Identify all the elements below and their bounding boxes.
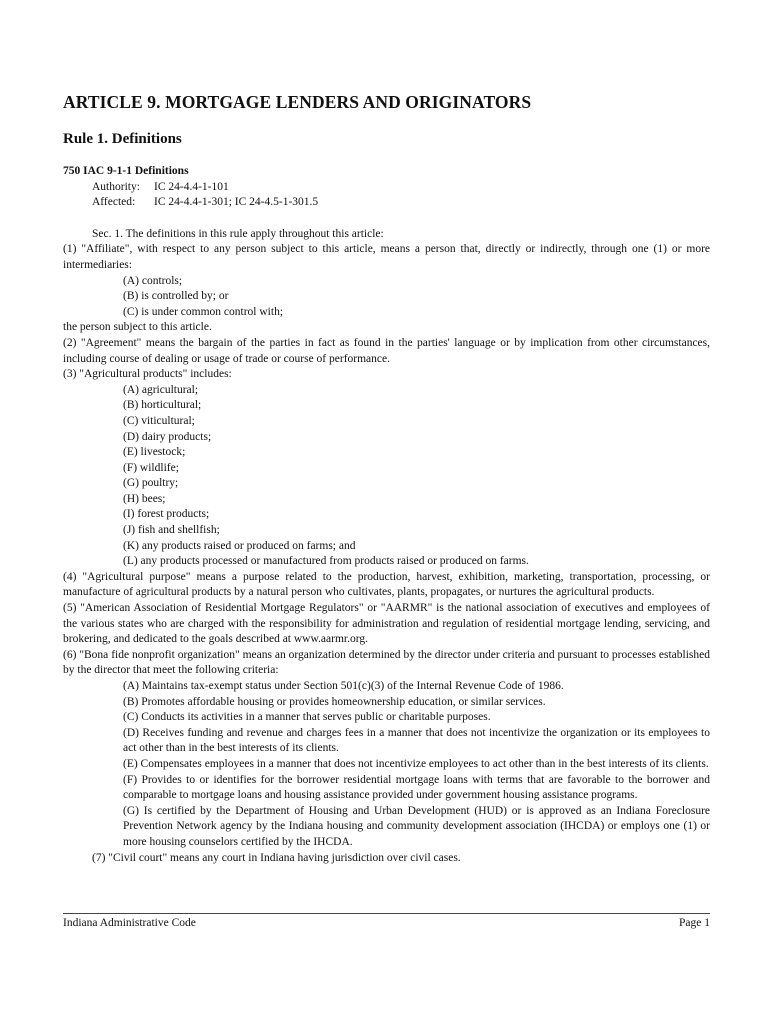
authority-value: IC 24-4.4-1-101 (154, 180, 229, 193)
text-line: (F) wildlife; (123, 461, 179, 474)
text-line: (A) Maintains tax-exempt status under Section 501(c)(3) of the Internal Revenue Code of 1986. (123, 680, 564, 692)
footer-divider (63, 913, 710, 914)
page-number: Page 1 (679, 917, 710, 929)
text-line: (A) controls; (123, 274, 183, 287)
text-line: (G) Is certified by the Department of Housing and Urban Development (HUD) or is approved as an Indiana Foreclosure Prevention Network agency by the Indiana housing and community development association (IHCDA) or employs one (1) or more housing counselors certified by the IHCDA. (123, 804, 710, 848)
text-line: (C) is under common control with; (123, 305, 284, 318)
footer-title: Indiana Administrative Code (63, 917, 196, 929)
text-line: (E) livestock; (123, 446, 186, 459)
text-line: (6) "Bona fide nonprofit organization" means an organization determined by the director under criteria and pursuant to processes established by the director that meet the following criteria: (63, 648, 710, 677)
affected-line (63, 195, 710, 211)
text-line: (C) viticultural; (123, 414, 195, 427)
text-line: (7) "Civil court" means any court in Indiana having jurisdiction over civil cases. (92, 851, 461, 864)
text-line: (3) "Agricultural products" includes: (63, 368, 232, 381)
text-line: (1) "Affiliate", with respect to any person subject to this article, means a person that, directly or indirectly, through one (1) or more intermediaries: (63, 243, 710, 271)
text-line: (F) Provides to or identifies for the borrower residential mortgage loans with terms that are favorable to the borrower and comparable to mortgage loans and housing assistance provided under government housing assistance programs. (123, 773, 710, 802)
affected-value: IC 24-4.4-1-301; IC 24-4.5-1-301.5 (154, 196, 319, 209)
text-line: (K) any products raised or produced on farms; and (123, 539, 356, 552)
authority-label: Authority: (92, 180, 140, 193)
document-body (63, 164, 710, 866)
authority-line (63, 180, 710, 196)
text-line: Sec. 1. The definitions in this rule apply throughout this article: (92, 227, 384, 240)
text-line: (D) Receives funding and revenue and charges fees in a manner that does not incentivize the organization or its employees to act other than in the best interests of its clients. (123, 726, 710, 755)
definitions-text (63, 227, 710, 866)
text-line: (D) dairy products; (123, 430, 212, 443)
text-line: (A) agricultural; (123, 383, 199, 396)
text-line: (G) poultry; (123, 477, 179, 490)
text-line: (B) is controlled by; or (123, 290, 229, 303)
article-title: ARTICLE 9. MORTGAGE LENDERS AND ORIGINATORS (63, 92, 532, 112)
text-line: (I) forest products; (123, 508, 210, 521)
section-heading: 750 IAC 9-1-1 Definitions (63, 165, 189, 177)
affected-label: Affected: (92, 196, 136, 209)
text-line: (2) "Agreement" means the bargain of the parties in fact as found in the parties' language or by implication from other circumstances, including course of dealing or usage of trade or course of performance. (63, 336, 710, 365)
text-line: (5) "American Association of Residential Mortgage Regulators" or "AARMR" is the national association of executives and employees of the various states who are charged with the responsibility for administration and regulation of residential mortgage lending, servicing, and brokering, and dedicated to the goals described at www.aarmr.org. (63, 602, 710, 646)
text-line: (L) any products processed or manufactured from products raised or produced on farms. (123, 555, 529, 568)
text-line: (C) Conducts its activities in a manner that serves public or charitable purposes. (123, 711, 491, 724)
text-line: (J) fish and shellfish; (123, 524, 220, 537)
text-line: (4) "Agricultural purpose" means a purpose related to the production, harvest, exhibition, marketing, transportation, processing, or manufacture of agricultural products by a natural person who cultivates, plants, propagates, or nurtures the agricultural products. (63, 570, 710, 599)
text-line: (H) bees; (123, 492, 166, 505)
text-line: (B) Promotes affordable housing or provides homeownership education, or similar services. (123, 695, 546, 708)
text-line: the person subject to this article. (63, 321, 212, 334)
rule-title: Rule 1. Definitions (63, 131, 182, 147)
text-line: (B) horticultural; (123, 399, 202, 412)
text-line: (E) Compensates employees in a manner that does not incentivize employees to act other than in the best interests of its clients. (123, 757, 709, 770)
